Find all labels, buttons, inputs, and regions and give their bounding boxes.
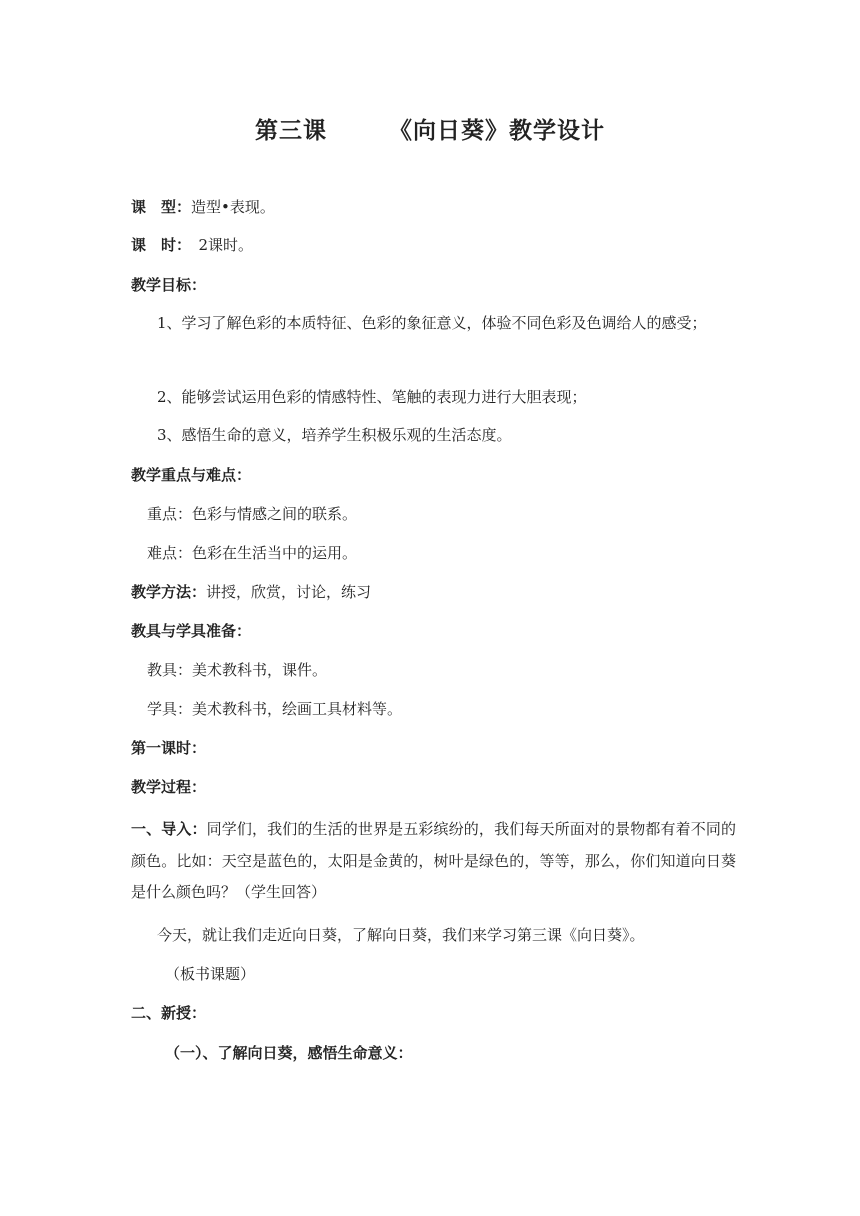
objectives-heading: 教学目标： (131, 276, 207, 294)
objective-item-2: 2、能够尝试运用色彩的情感特性、笔触的表现力进行大胆表现； (157, 388, 587, 406)
objective-item-3: 3、感悟生命的意义，培养学生积极乐观的生活态度。 (157, 426, 512, 444)
intro-text: 同学们，我们的生活的世界是五彩缤纷的，我们每天所面对的景物都有着不同的颜色。比如：天空是蓝色的，太阳是金黄的，树叶是绿色的，等等，那么，你们知道向日葵是什么颜色吗？（学生回答） (131, 820, 736, 901)
first-lesson-heading: 第一课时： (131, 739, 207, 757)
new-teaching-sub1: （一）、了解向日葵，感悟生命意义： (165, 1044, 413, 1062)
process-heading: 教学过程： (131, 778, 207, 796)
teacher-tools: 教具：美术教科书，课件。 (147, 661, 328, 679)
course-hours-value: 2课时。 (183, 236, 254, 254)
new-teaching-heading: 二、新授： (131, 1004, 207, 1022)
page-title (0, 112, 860, 145)
key-points-heading: 教学重点与难点： (131, 466, 252, 484)
student-tools: 学具：美术教科书，绘画工具材料等。 (147, 700, 403, 718)
course-type-line (131, 196, 736, 219)
objective-item-1: 1、学习了解色彩的本质特征、色彩的象征意义，体验不同色彩及色调给人的感受； (157, 314, 707, 332)
methods-value: 讲授，欣赏，讨论，练习 (206, 583, 372, 601)
key-point: 重点：色彩与情感之间的联系。 (147, 505, 358, 523)
course-type-value: 造型•表现。 (191, 198, 275, 216)
title-lesson: 第三课 (255, 118, 327, 144)
intro-board: （板书课题） (165, 965, 256, 983)
intro-today: 今天，就让我们走近向日葵，了解向日葵，我们来学习第三课《向日葵》。 (157, 926, 645, 944)
methods-label: 教学方法： (131, 583, 207, 601)
course-type-label: 课 型： (131, 198, 192, 216)
intro-paragraph (131, 814, 736, 909)
tools-heading: 教具与学具准备： (131, 622, 252, 640)
course-hours-line (131, 234, 736, 257)
intro-label: 一、导入： (131, 820, 207, 838)
course-hours-label: 课 时： (131, 236, 184, 254)
methods-line (131, 581, 736, 604)
title-name: 《向日葵》教学设计 (389, 118, 605, 144)
difficult-point: 难点：色彩在生活当中的运用。 (147, 544, 358, 562)
